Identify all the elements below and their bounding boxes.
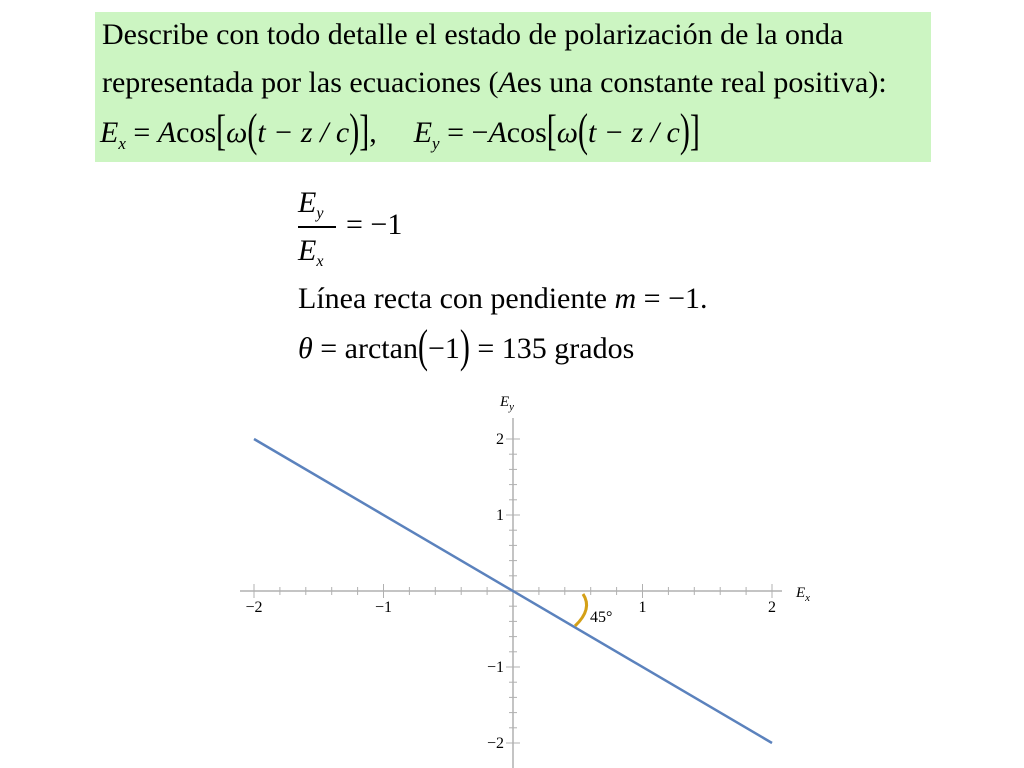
ey-symbol: E	[413, 116, 433, 149]
ex-paren-close: )	[349, 105, 360, 157]
x-tick-label: 1	[638, 599, 647, 616]
wave-equations	[100, 105, 700, 157]
y-axis-title: $E_y$	[500, 394, 515, 413]
x-axis-title: $E_x$	[796, 585, 811, 604]
ey-amplitude: A	[488, 116, 507, 149]
ex-bracket-open: [	[216, 107, 227, 155]
ey-omega: ω	[556, 116, 578, 149]
arctan-paren-open: (	[417, 321, 428, 373]
fraction-bar	[298, 226, 336, 228]
ex-cos: cos	[176, 116, 217, 149]
ey-paren-open: (	[577, 105, 588, 157]
problem-text-2a: representada por las ecuaciones (	[102, 66, 499, 99]
ratio-result: = −1	[346, 208, 403, 241]
arctan-argument: −1	[427, 332, 460, 365]
arctan-paren-close: )	[459, 321, 470, 373]
ey-bracket-close: ]	[689, 107, 700, 155]
x-tick-label: −1	[374, 599, 393, 616]
ex-bracket-close: ]	[359, 107, 370, 155]
angle-label: 45°	[590, 609, 613, 626]
ey-cos: cos	[506, 116, 547, 149]
slope-value: = −1.	[636, 282, 708, 315]
problem-line-1	[102, 20, 843, 50]
ey-argument: t − z / c	[587, 116, 680, 149]
y-tick-label: 1	[496, 507, 504, 524]
ex-equals: =	[133, 116, 158, 149]
x-tick-label: 2	[768, 599, 776, 616]
ey-paren-close: )	[679, 105, 690, 157]
y-tick-label: 2	[496, 431, 504, 448]
equation-comma: ,	[369, 116, 377, 149]
x-tick-label: −2	[245, 599, 263, 616]
slope-statement	[298, 284, 708, 314]
fraction-numerator: $E_y$	[298, 186, 324, 222]
ex-paren-open: (	[247, 105, 258, 157]
ex-subscript: x	[118, 134, 126, 153]
angle-result: = 135 grados	[469, 332, 635, 365]
y-tick-label: −2	[486, 735, 504, 752]
y-tick-label: −1	[486, 659, 504, 676]
ex-omega: ω	[226, 116, 248, 149]
problem-text-2b: es una constante real positiva):	[516, 66, 887, 99]
fraction-denominator: $E_x$	[298, 234, 324, 270]
angle-statement	[298, 321, 635, 373]
problem-line-2	[102, 68, 887, 98]
slope-variable: m	[614, 282, 637, 315]
ex-amplitude: A	[157, 116, 177, 149]
ey-subscript: y	[432, 134, 440, 153]
constant-A: A	[498, 66, 517, 99]
problem-text-1: Describe con todo detalle el estado de polarización de la onda	[102, 18, 844, 51]
ex-argument: t − z / c	[257, 116, 350, 149]
arctan-text: = arctan	[312, 332, 418, 365]
ey-equals: = −	[447, 116, 489, 149]
ex-symbol: E	[100, 116, 119, 149]
ey-bracket-open: [	[546, 107, 557, 155]
angle-arc	[575, 594, 587, 626]
slope-text: Línea recta con pendiente	[298, 282, 615, 315]
polarization-plot	[0, 380, 1024, 768]
theta-symbol: θ	[298, 332, 313, 365]
